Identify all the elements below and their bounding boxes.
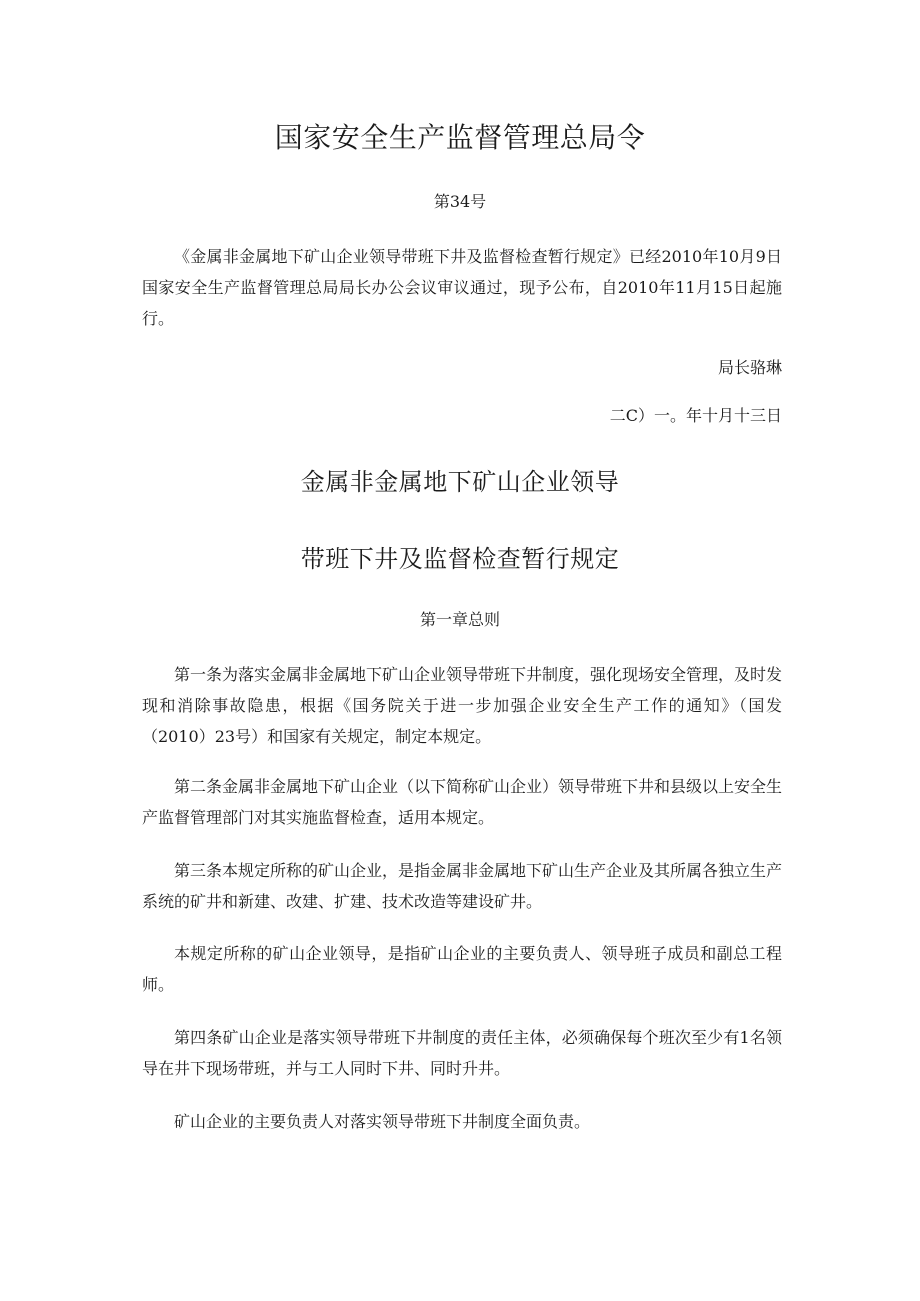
article-3-definition-paragraph: 本规定所称的矿山企业领导，是指矿山企业的主要负责人、领导班子成员和副总工程师。: [142, 944, 782, 994]
regulation-title-line-1: 金属非金属地下矿山企业领导: [300, 468, 620, 496]
intro-paragraph: 《金属非金属地下矿山企业领导带班下井及监督检查暂行规定》已经2010年10月9日国家安全生产监督管理总局局长办公会议审议通过，现予公布，自2010年11月15日起施行。: [142, 247, 782, 328]
issue-date: 二C）一。年十月十三日: [609, 406, 782, 425]
chapter-heading: 第一章总则: [419, 610, 500, 629]
article-1-paragraph: 第一条为落实金属非金属地下矿山企业领导带班下井制度，强化现场安全管理，及时发现和消除事故隐患，根据《国务院关于进一步加强企业安全生产工作的通知》（国发（2010）23号）和国家有关规定，制定本规定。: [142, 665, 783, 746]
article-4-paragraph: 第四条矿山企业是落实领导带班下井制度的责任主体，必须确保每个班次至少有1名领导在井下现场带班，并与工人同时下井、同时升井。: [142, 1028, 782, 1078]
article-3-paragraph: 第三条本规定所称的矿山企业，是指金属非金属地下矿山生产企业及其所属各独立生产系统的矿井和新建、改建、扩建、技术改造等建设矿井。: [142, 861, 783, 911]
signer: 局长骆琳: [717, 358, 782, 377]
regulation-title-line-2: 带班下井及监督检查暂行规定: [300, 545, 620, 573]
decree-number: 第34号: [433, 192, 487, 211]
decree-title: 国家安全生产监督管理总局令: [274, 121, 646, 154]
article-4-responsibility-paragraph: 矿山企业的主要负责人对落实领导带班下井制度全面负责。: [174, 1112, 591, 1131]
article-2-paragraph: 第二条金属非金属地下矿山企业（以下简称矿山企业）领导带班下井和县级以上安全生产监督管理部门对其实施监督检查，适用本规定。: [142, 777, 783, 827]
